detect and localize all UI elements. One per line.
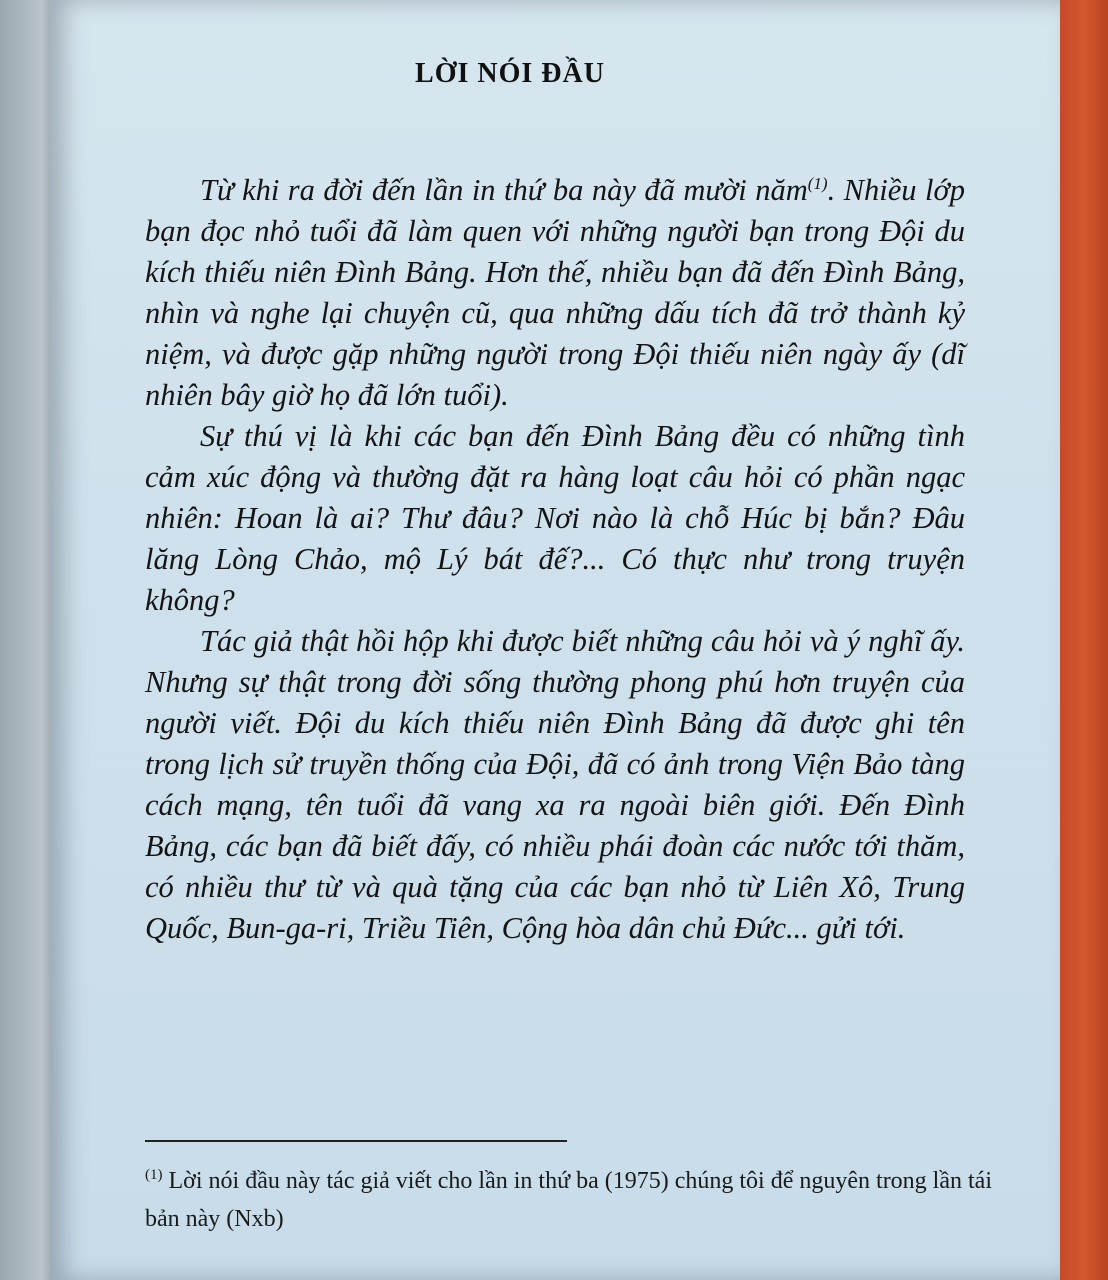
footnote-text: Lời nói đầu này tác giả viết cho lần in thứ ba (1975) chúng tôi để nguyên trong lần tái bản này (Nxb) (145, 1168, 992, 1232)
footnote (145, 1162, 995, 1238)
book-cover-edge (1060, 0, 1108, 1280)
footnote-marker: (1) (145, 1167, 163, 1183)
paragraph-1-start: Từ khi ra đời đến lần in thứ ba này đã mười năm (200, 173, 808, 207)
footnote-divider (145, 1140, 567, 1142)
page-title: LỜI NÓI ĐẦU (415, 58, 605, 89)
paragraph-3: Tác giả thật hồi hộp khi được biết những câu hỏi và ý nghĩ ấy. Nhưng sự thật trong đời sống thường phong phú hơn truyện của người viết. Đội du kích thiếu niên Đình Bảng đã được ghi tên trong lịch sử truyền thống của Đội, đã có ảnh trong Viện Bảo tàng cách mạng, tên tuổi đã vang xa ra ngoài biên giới. Đến Đình Bảng, các bạn đã biết đấy, có nhiều phái đoàn các nước tới thăm, có nhiều thư từ và quà tặng của các bạn nhỏ từ Liên Xô, Trung Quốc, Bun-ga-ri, Triều Tiên, Cộng hòa dân chủ Đức... gửi tới. (145, 624, 965, 945)
paragraph-1 (145, 170, 965, 416)
paragraph-1-rest: . Nhiều lớp bạn đọc nhỏ tuổi đã làm quen với những người bạn trong Đội du kích thiếu niên Đình Bảng. Hơn thế, nhiều bạn đã đến Đình Bảng, nhìn và nghe lại chuyện cũ, qua những dấu tích đã trở thành kỷ niệm, và được gặp những người trong Đội thiếu niên ngày ấy (dĩ nhiên bây giờ họ đã lớn tuổi). (145, 173, 965, 412)
body-text (145, 170, 965, 949)
footnote-reference: (1) (807, 173, 828, 193)
paragraph-2: Sự thú vị là khi các bạn đến Đình Bảng đều có những tình cảm xúc động và thường đặt ra hàng loạt câu hỏi có phần ngạc nhiên: Hoan là ai? Thư đâu? Nơi nào là chỗ Húc bị bắn? Đâu lăng Lòng Chảo, mộ Lý bát đế?... Có thực như trong truyện không? (145, 419, 965, 617)
